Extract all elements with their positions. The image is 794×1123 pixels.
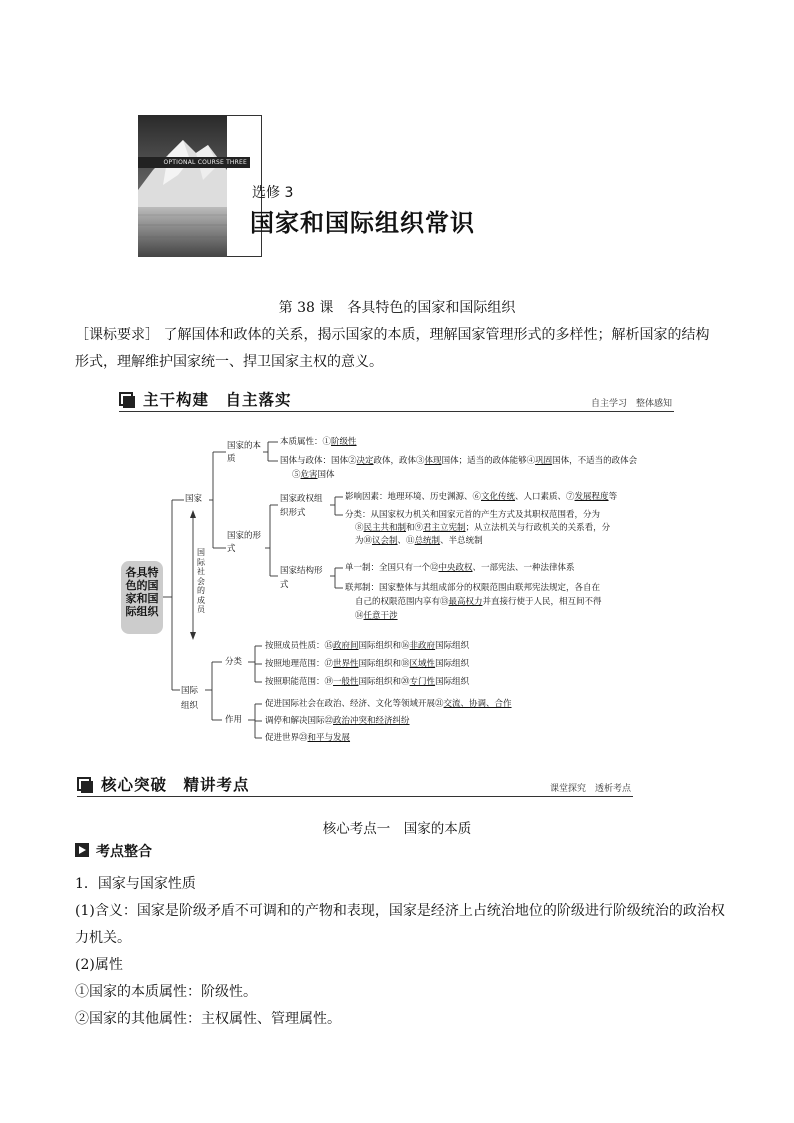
node-classify: 分类 bbox=[225, 657, 243, 667]
role-peace: 促进世界㉓和平与发展 bbox=[265, 733, 351, 743]
node-state-essence: 国家的本质 bbox=[227, 441, 262, 464]
role-promote: 促进国际社会在政治、经济、文化等领域开展㉑交流、协调、合作 bbox=[265, 699, 512, 709]
classify-by-region: 按照地理范围：⑰世界性国际组织和⑱区域性国际组织 bbox=[265, 659, 470, 669]
org-form-classify-3: 为⑩议会制、⑪总统制、半总统制 bbox=[355, 536, 483, 546]
paragraph-3: (2)属性 bbox=[75, 957, 123, 973]
paragraph-5: ②国家的其他属性：主权属性、管理属性。 bbox=[75, 1011, 341, 1027]
node-state: 国家 bbox=[185, 494, 203, 504]
section-hint: 自主学习 整体感知 bbox=[590, 399, 672, 409]
node-intl-member: 国际社会的成员 bbox=[197, 548, 205, 614]
node-struct-form: 国家结构形式 bbox=[280, 566, 323, 590]
org-form-factors: 影响因素：地理环境、历史渊源、⑥文化传统、人口素质、⑦发展程度等 bbox=[345, 492, 618, 502]
cover-band: OPTIONAL COURSE THREE bbox=[138, 157, 250, 168]
org-form-classify-2: ⑧民主共和制和⑨君主立宪制；从立法机关与行政机关的关系看，分 bbox=[355, 523, 611, 533]
federal-system-1: 联邦制：国家整体与其组成部分的权限范围由联邦宪法规定，各自在 bbox=[345, 583, 601, 593]
classify-by-function: 按照职能范围：⑲一般性国际组织和⑳专门性国际组织 bbox=[265, 677, 470, 687]
section-header-core bbox=[77, 775, 633, 797]
federal-system-2: 自己的权限范围内享有⑬最高权力并直接行使于人民，相互间不得 bbox=[355, 597, 602, 607]
classify-by-member: 按照成员性质：⑮政府间国际组织和⑯非政府国际组织 bbox=[265, 641, 470, 651]
essence-attribute: 本质属性：①阶级性 bbox=[280, 437, 357, 447]
paragraph-4: ①国家的本质属性：阶级性。 bbox=[75, 984, 257, 1000]
section-title: 主干构建 自主落实 bbox=[143, 391, 292, 409]
optional-course-label: 选修 3 bbox=[252, 185, 294, 201]
node-intl-org: 国际组织 bbox=[181, 686, 199, 711]
federal-system-3: ⑭任意干涉 bbox=[355, 611, 398, 621]
play-icon bbox=[75, 843, 89, 857]
role-mediate: 调停和解决国际㉒政治冲突和经济纠纷 bbox=[265, 716, 410, 726]
curriculum-requirement: ［课标要求］ 了解国体和政体的关系，揭示国家的本质，理解国家管理形式的多样性；解析国家的结构形式，理解维护国家统一、捍卫国家主权的意义。 bbox=[75, 327, 710, 370]
section-square-fill-icon bbox=[81, 781, 93, 793]
paragraph-2: (1)含义：国家是阶级矛盾不可调和的产物和表现，国家是经济上占统治地位的阶级进行阶级统治的政治权力机关。 bbox=[75, 903, 725, 946]
section-hint: 课堂探究 透析考点 bbox=[549, 784, 631, 794]
node-role: 作用 bbox=[225, 715, 243, 725]
org-form-classify-1: 分类：从国家权力机关和国家元首的产生方式及其职权范围看，分为 bbox=[345, 510, 601, 520]
node-org-form: 国家政权组织形式 bbox=[280, 494, 323, 518]
paragraph-1: 1．国家与国家性质 bbox=[75, 876, 196, 892]
core-point-title: 核心考点一 国家的本质 bbox=[322, 821, 472, 837]
section-title: 核心突破 精讲考点 bbox=[101, 776, 250, 794]
unitary-system: 单一制：全国只有一个⑫中央政权、一部宪法、一种法律体系 bbox=[345, 563, 575, 573]
key-point-heading: 考点整合 bbox=[96, 844, 152, 860]
node-state-form: 国家的形式 bbox=[227, 531, 262, 554]
lesson-title: 第 38 课 各具特色的国家和国际组织 bbox=[278, 300, 516, 316]
regime-relation-cont: ⑤危害国体 bbox=[292, 470, 335, 480]
book-title: 国家和国际组织常识 bbox=[250, 209, 475, 237]
regime-relation: 国体与政体：国体②决定政体，政体③体现国体；适当的政体能够④巩固国体，不适当的政体会 bbox=[280, 456, 638, 466]
mindmap-root: 各具特色的国家和国际组织 bbox=[121, 561, 163, 634]
